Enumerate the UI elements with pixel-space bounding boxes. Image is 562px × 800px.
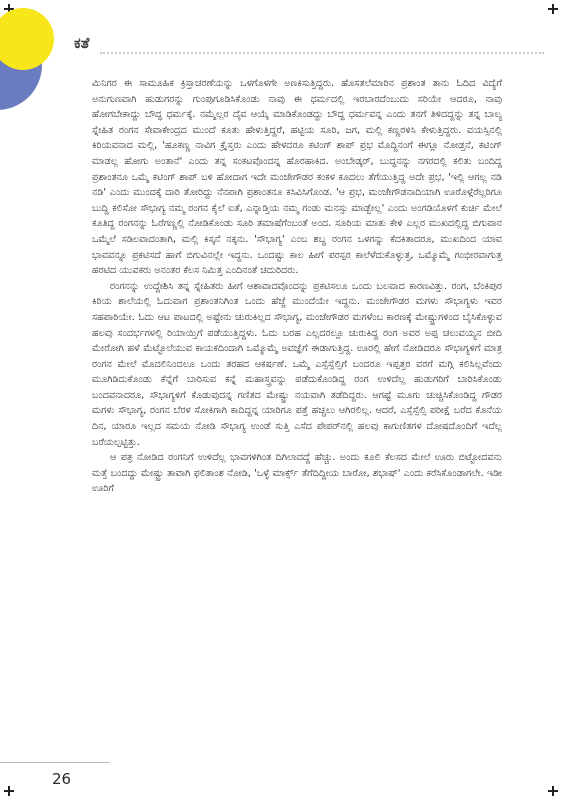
crop-mark-top-right [548, 4, 558, 14]
footer-rule [0, 762, 110, 763]
page-number: 26 [52, 770, 72, 788]
crop-mark-bottom-right [548, 786, 558, 796]
section-title: ಕತೆ [74, 34, 90, 52]
decorative-yellow-circle [0, 8, 54, 70]
paragraph: ಮಿನಿಗರ ಈ ಸಾಮೂಹಿಕ ಕ್ರಿಸ್ತಾಚರಣೆಯನ್ನು ಒಳಗೊಳಗೇ ಅಣಕಿಸುತ್ತಿದ್ದರು. ಹೊಸತಲೆಮಾರಿನ ಪ್ರಶಾಂತ ತಾನು ಓದಿದ ವಿದ್ಯೆಗೆ ಅನುಗುಣವಾಗಿ ಹುಡುಗರನ್ನು ಗುಂಪುಗೂಡಿಸಿಕೊಂಡು ನಾವು ಈ ಧರ್ಮದಲ್ಲಿ ಇರಬಾರದೆಂಬುದು ಸರಿಯೇ ಆದರೂ, ನಾವು ಹೋಗಬೇಕಾದ್ದು ಬೌದ್ಧ ಧರ್ಮಕ್ಕೆ. ನಮ್ಮೆಲ್ಲರ ದೈವ ಆಯ್ಕೆ ಮಾಡಿಕೊಂಡದ್ದು ಬೌದ್ಧ ಧರ್ಮವನ್ನ ಎಂದು ತನಗೆ ತಿಳಿದದ್ದನ್ನು ತನ್ನ ಬಾಲ್ಯ ಸ್ನೇಹಿತ ರಂಗನ ಸೇವಾಕೇಂದ್ರದ ಮುಂದೆ ಕೂತು ಹೇಳುತ್ತಿದ್ದರೆ, ಹಟ್ಟಿಯ ಸೂರಿ, ಜಗ, ಮಲ್ಲಿ ಕಣ್ಣರಳಿಸಿ ಕೇಳುತ್ತಿದ್ದರು. ವಯಸ್ಸಿನಲ್ಲಿ ಕಿರಿಯವನಾದ ಮಲ್ಲಿ, 'ಹೂಕಣ್ಣ ನಾವಿಗ ಕ್ರೈಸ್ತರು ಎಂದು ಹೇಳದರೂ ಕಟಿಂಗ್ ಶಾಪ್ ಪ್ರಭ ಮೊದ್ದಿನಂಗೆ ಈಗ್ಲೂ ನೋಡ್ತನೆ, ಕಟಿಂಗ್ ಮಾಡಲ್ಲ ಹೋಗು ಅಂತಾನೆ' ಎಂದು ತನ್ನ ಸಂಕಟವೊಂದನ್ನ ಹೊರಹಾಕಿದ. ಅಂಬೇಡ್ಕರ್, ಬುದ್ಧನನ್ನು ನಗರದಲ್ಲಿ ಕಲಿತು ಬಂದಿದ್ದ ಪ್ರಶಾಂತನೂ ಒಮ್ಮೆ ಕಟಿಂಗ್ ಶಾಪ್ ಬಳಿ ಹೋದಾಗ ಇದೇ ಮಂಜೇಗೌಡರ ಕಂಕಳ ಕೂದಲು ತೆಗೆಯುತ್ತಿದ್ದ ಅದೇ ಪ್ರಭ, 'ಇಲ್ಲಿ ಆಗಲ್ಲ ನಡಿ ನಡಿ' ಎಂದು ಮುಂದಕ್ಕೆ ದಾರಿ ತೋರಿದ್ದು ನೆನಪಾಗಿ ಪ್ರಶಾಂತನೂ ಕಸಿವಿಸಿಗೊಂಡ. 'ಆ ಪ್ರಭ, ಮಂಜೇಗೌಡನಾದಿಯಾಗಿ ಊರೊಳ್ಗೆರೆಲ್ಲರಿಗೂ ಬುದ್ದಿ ಕಲಿಸೋ ಸೌಭಾಗ್ಯ ನಮ್ಮ ರಂಗನ ಕೈಲೆ ಐತೆ, ಎನ್ನಾಡ್ತಿಯ ನಮ್ಮ ಗಂಡು ಮನಸ್ಸು ಮಾಡ್ಬೇಲ್ಲ' ಎಂದು ಅಂಗಡಿಯೊಳಗೆ ಕುರ್ಚಿ ಮೇಲೆ ಕೂತಿದ್ದ ರಂಗನನ್ನು ಓರೆಗಣ್ಣಲ್ಲಿ ನೋಡಿಕೊಂಡು ಸೂರಿ ತಮಾಷೆಗೆಂಬಂತೆ ಅಂದ. ಸೂರಿಯ ಮಾತು ಕೇಳಿ ಎಲ್ಲರ ಮುಖದಲ್ಲಿದ್ದ ಬಿಗುವಾನ ಒಮ್ಮೆಲೆ ಸಡಿಲವಾದಂತಾಗಿ, ಮಲ್ಲಿ ಕಿಸ್ಕನೆ ನಕ್ಕನು. 'ಸೌಭಾಗ್ಯ' ಎಂಬ ಶಬ್ದ ರಂಗನ ಒಳಗನ್ನು ಕೆದಕಿತಾದರೂ, ಮುಖದಿಂದ ಯಾವ ಭಾವವನ್ನೂ ಪ್ರಕಟಿಸದೆ ಹಾಗೆ ಬಿಗುವಿನಲ್ಲೇ ಇದ್ದನು. ಒಂದಷ್ಟು ಕಾಲ ಹೀಗೆ ಪರಸ್ಪರ ಕಾಲೆಳೆದುಕೊಳ್ಳುತ್ತ, ಒಮ್ಮೊಮ್ಮೆ ಗಂಭೀರವಾಗುತ್ತ ಹರಟಿದ ಯುವಕರು ಅನಂತರ ಕೆಲಸ ನಿಮಿತ್ತ ಎಂದಿನಂತೆ ಚದುರಿದರು. [92, 78, 502, 277]
crop-mark-bottom-left [4, 786, 14, 796]
paragraph: ಆ ಪತ್ರ ನೋಡಿದ ರಂಗನಿಗೆ ಉಳಿದೆಲ್ಲ ಭಾವಗಳಿಗಿಂತ ದಿಗಿಲಾದದ್ದೆ ಹೆಚ್ಚು. ಅಂದು ಕೂಲಿ ಕೆಲಸದ ಮೇಲೆ ಊರು ಬಿಟ್ಟೋದವನು ಮತ್ತೆ ಬಂದದ್ದು ಮೇಷ್ಟ್ರು ತಾವಾಗಿ ಫಲಿತಾಂಶ ನೋಡಿ, 'ಒಳ್ಳೆ ಮಾರ್ಕ್ಸ್ ತೆಗೆದಿದ್ದೀಯ ಬಾರೋ, ಶಭಾಷ್' ಎಂದು ಕರೆಸಿಕೊಂಡಾಗಲೇ. ಇಡೀ ಊರಿಗೆ [92, 452, 502, 495]
paragraph: ರಂಗನನ್ನು ಉದ್ದೇಶಿಸಿ ತನ್ನ ಸ್ನೇಹಿತರು ಹೀಗೆ ಆಶಾವಾದವೊಂದನ್ನು ಪ್ರಕಟಿಸಲೂ ಒಂದು ಬಲವಾದ ಕಾರಣವಿತ್ತು. ರಂಗ, ಬೆಂಕಿಪುರ ಕಿರಿಯ ಶಾಲೆಯಲ್ಲಿ ಓದುವಾಗ ಪ್ರಶಾಂತನಿಗಿಂತ ಒಂದು ಹೆಜ್ಜೆ ಮುಂದೆಯೇ ಇದ್ದನು. ಮಂಜೇಗೌಡರ ಮಗಳು ಸೌಭಾಗ್ಯಳು ಇವರ ಸಹಪಾಠಿಯೇ. ಓದು ಆಟ ಪಾಟದಲ್ಲಿ ಅಷ್ಟೇನು ಚುರುಕಿಲ್ಲದ ಸೌಭಾಗ್ಯ, ಮಂಜೇಗೌಡರ ಮಗಳೆಂಬ ಕಾರಣಕ್ಕೆ ಮೇಷ್ಟ್ರುಗಳಿಂದ ಬೈಸಿಕೊಳ್ಳುವ ಹಲವು ಸಂದರ್ಭಗಳಲ್ಲಿ ರಿಯಾಯ್ತಿಗೆ ಪಡೆಯುತ್ತಿದ್ದಳು. ಓದು ಬರಹ ಎಲ್ಲದರಲ್ಲೂ ಚುರುಕಿದ್ದ ರಂಗ ಅವರ ಅಪ್ಪ ಚಲುವಯ್ಯನ ಬೀದಿ ಮೇರೋಗಿ ಹಳೆ ಮೆಟ್ಟೊಲೆಯುವ ಕಾಯಕದಿಂದಾಗಿ ಒಮ್ಮೊಮ್ಮೆ ಅವಜ್ಞೆಗೆ ಈಡಾಗುತ್ತಿದ್ದ. ಊರಲ್ಲಿ ಹೇಗೆ ನೋಡಿದರೂ ಸೌಭಾಗ್ಯಳಿಗೆ ಮಾತ್ರ ರಂಗನ ಮೇಲೆ ಮೊದಲಿನಿಂದಲೂ ಒಂದು ತರಹದ ಆಕರ್ಷಣೆ. ಒಮ್ಮೆ ಎಸ್ಸೆಸ್ಸೆಲ್ಸಿಗೆ ಬಂದರೂ ಇಪ್ಪತ್ತರ ವರಗೆ ಮಗ್ಗಿ ಕಲಿಸಿಲ್ಲವೆಂದು ಮೂಗಿಡಿದುಕೊಂಡು ಕೆನ್ನೆಗೆ ಬಾರಿಸುವ ಕನ್ನೆ ಮಹಾಸ್ತ್ರವನ್ನು ಪಡೆದುಕೊಂಡಿದ್ದ ರಂಗ ಉಳಿದೆಲ್ಲ ಹುಡುಗರಿಗೆ ಬಾರಿಸಿಕೊಂಡು ಬಂದವನಾದರೂ, ಸೌಭಾಗ್ಯಳಿಗೆ ಕೊಡುವುದನ್ನ ಗಣಿತದ ಮೇಷ್ಟ್ರು ನಯವಾಗಿ ತಡೆದಿದ್ದರು. ಆಗಷ್ಟೆ ಮೂಗು ಚುಚ್ಚಿಸಿಕೊಂಡಿದ್ದ ಗೌಡರ ಮಗಳು ಸೌಭಾಗ್ಯ, ರಂಗನ ಬೆರಳ ಸೋಕಿಗಾಗಿ ಕಾದಿದ್ದನ್ನ ಯಾರಿಗೂ ಪತ್ತೆ ಹಚ್ಚಲು ಆಗಿರಲಿಲ್ಲ. ಆದರೆ, ಎಸ್ಸೆಸ್ಸೆಲ್ಸಿ ಪರೀಕ್ಷೆ ಬರೆದ ಕೊನೆಯ ದಿನ, ಯಾರೂ ಇಲ್ಲದ ಸಮಯ ನೋಡಿ ಸೌಭಾಗ್ಯ ಉಂಡೆ ಸುತ್ತಿ ಎಸೆದ ಪೇಪರ್‌ನಲ್ಲಿ ಹಲವು ಕಾಗುಣಿತಗಳ ದೋಷದೊಂದಿಗೆ ಇದೆಲ್ಲ ಬರೆಯಲ್ಪಟ್ಟಿತ್ತು. [92, 280, 502, 448]
article-body [92, 76, 502, 497]
header-dotted-rule [100, 52, 544, 54]
